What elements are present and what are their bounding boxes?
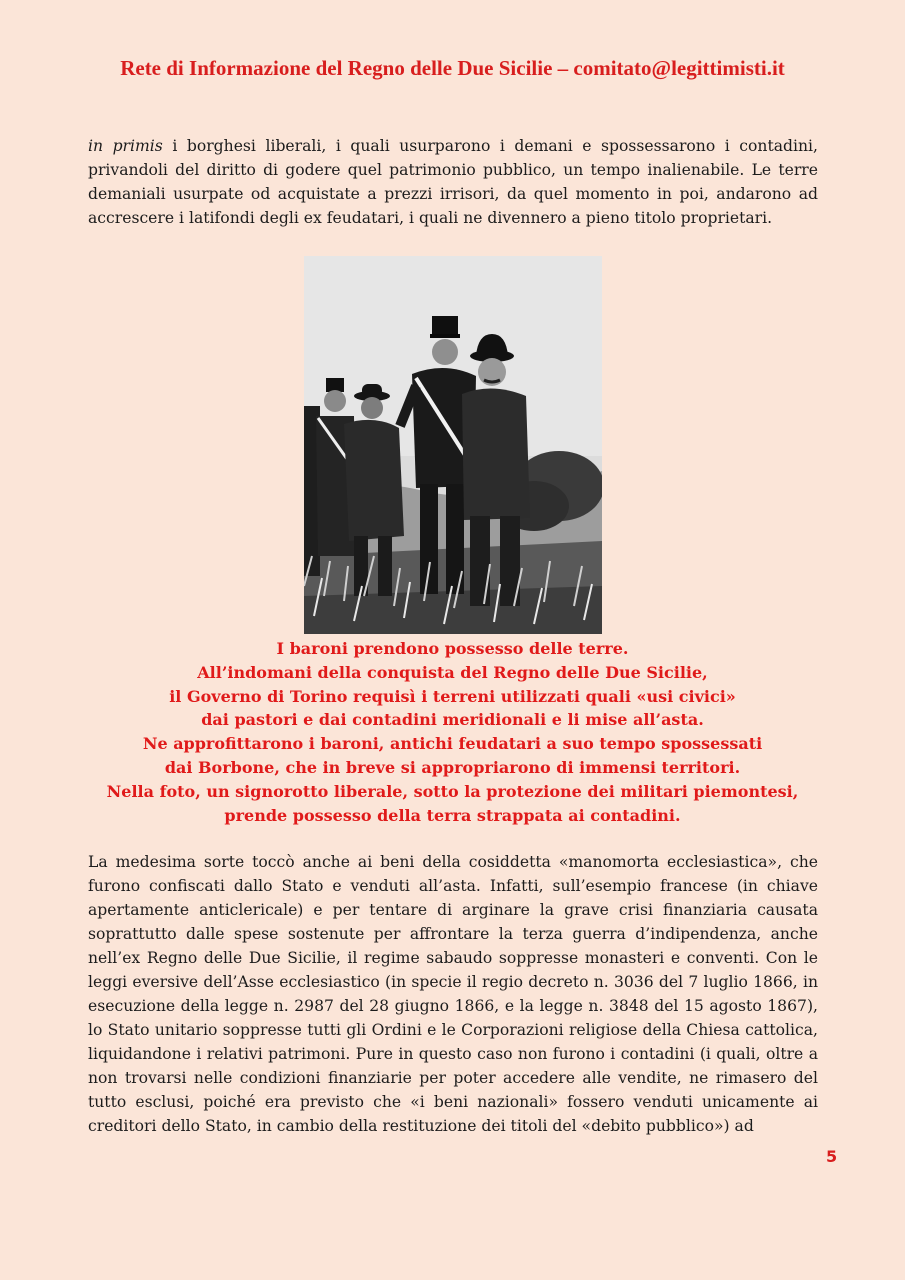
paragraph-body: La medesima sorte toccò anche ai beni della cosiddetta «manomorta ecclesiastica», che furono confiscati dallo Stato e venduti all’asta. Infatti, sull’esempio francese (in chiave apertamente anticlericale) e per tentare di arginare la grave crisi finanziaria causata soprattutto dalle spese sostenute per affrontare la terza guerra d’indipendenza, anche nell’ex Regno delle Due Sicilie, il regime sabaudo soppresse monasteri e conventi. Con le leggi eversive dell’Asse ecclesiastico (in specie il regio decreto n. 3036 del 7 luglio 1866, in esecuzione della legge n. 2987 del 28 giugno 1866, e la legge n. 3848 del 15 agosto 1867), lo Stato unitario soppresse tutti gli Ordini e le Corporazioni religiose della Chiesa cattolica, liquidandone i relativi patrimoni. Pure in questo caso non furono i contadini (i quali, oltre a non trovarsi nelle condizioni finanziarie per poter accedere alle vendite, ne rimasero del tutto esclusi, poiché era previsto che «i beni nazionali» fossero venduti unicamente ai creditori dello Stato, in cambio della restituzione dei titoli del «debito pubblico») ad — [88, 853, 818, 1135]
caption-line: prende possesso della terra strappata ai contadini. — [224, 805, 681, 825]
photo-illustration — [304, 256, 602, 634]
document-header: Rete di Informazione del Regno delle Due Sicilie – comitato@legittimisti.it — [120, 56, 785, 80]
italic-lead: in primis — [88, 137, 163, 155]
paragraph-intro — [88, 134, 818, 230]
paragraph-intro-text: i borghesi liberali, i quali usurparono i demani e spossessarono i contadini, privandoli del diritto di godere quel patrimonio pubblico, un tempo inalienabile. Le terre demaniali usurpate od acquistate a prezzi irrisori, da quel momento in poi, andarono ad accrescere i latifondi degli ex feudatari, i quali ne divennero a pieno titolo proprietari. — [88, 137, 818, 227]
caption-line: All’indomani della conquista del Regno delle Due Sicilie, — [197, 662, 708, 682]
caption-line: dai Borbone, che in breve si appropriarono di immensi territori. — [164, 757, 741, 777]
photo-caption — [0, 637, 905, 827]
caption-line: Ne approfittarono i baroni, antichi feudatari a suo tempo spossessati — [142, 734, 763, 754]
caption-line: il Governo di Torino requisì i terreni utilizzati quali «usi civici» — [169, 686, 736, 706]
historical-photo — [304, 256, 602, 634]
caption-line: I baroni prendono possesso delle terre. — [276, 639, 629, 658]
page-number: 5 — [826, 1147, 838, 1166]
caption-line: Nella foto, un signorotto liberale, sotto la protezione dei militari piemontesi, — [106, 781, 799, 801]
caption-line: dai pastori e dai contadini meridionali e li mise all’asta. — [201, 710, 704, 730]
